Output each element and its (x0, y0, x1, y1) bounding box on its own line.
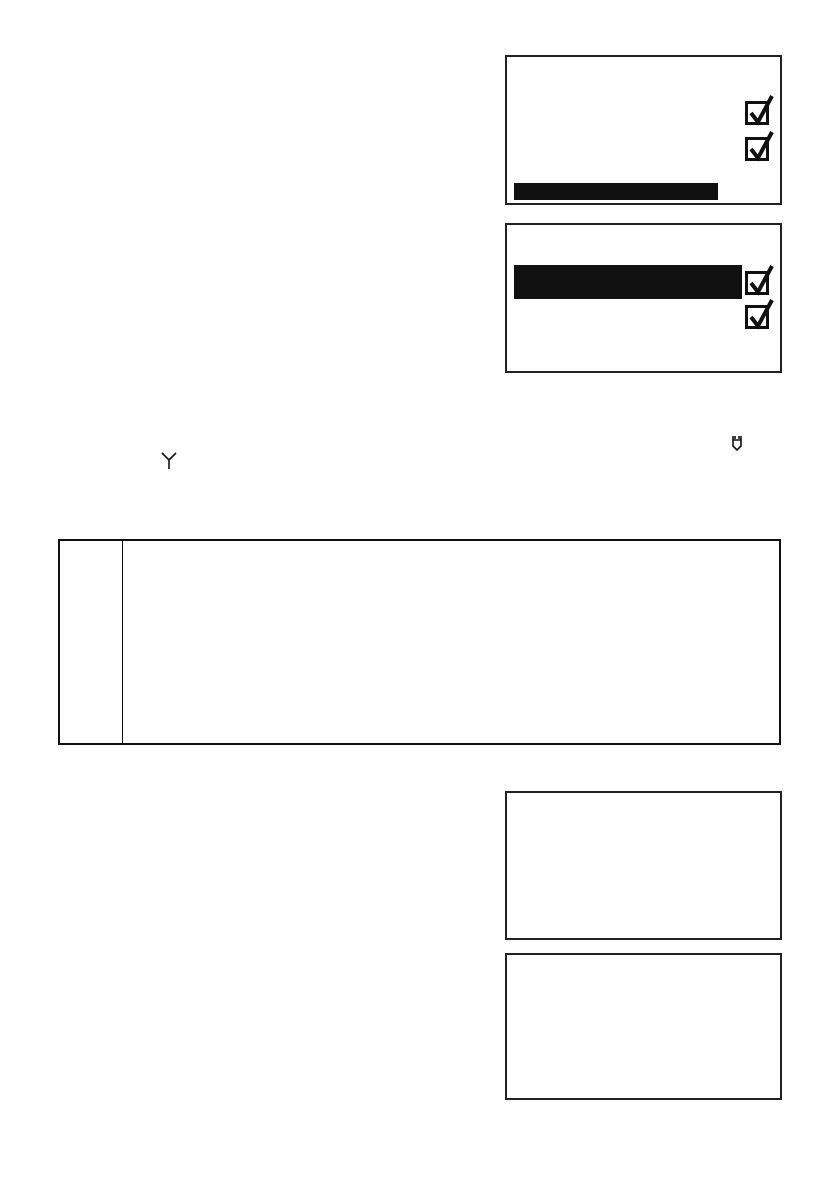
menu-item-allow-edit-2[interactable] (514, 282, 742, 299)
checkbox-allow-edit[interactable] (745, 271, 769, 295)
lcd-contrast-screen (505, 953, 782, 1100)
lcd-screen-operator (505, 223, 782, 373)
checkbox-notify[interactable] (745, 305, 769, 329)
checkbox-notify[interactable] (745, 137, 769, 161)
antenna-icon (161, 452, 177, 470)
menu-item-exit[interactable] (514, 183, 718, 200)
screen-title (507, 63, 780, 80)
lcd-brightness-screen (505, 791, 782, 940)
checkbox-allow-edit[interactable] (745, 101, 769, 125)
menu-item-allow-edit-1[interactable] (514, 265, 742, 282)
lcd-screen-gsm-search (505, 55, 782, 205)
screen-title (507, 231, 780, 248)
plug-icon (731, 435, 743, 451)
table-column-divider (122, 541, 123, 743)
status-icons-table (58, 539, 781, 745)
